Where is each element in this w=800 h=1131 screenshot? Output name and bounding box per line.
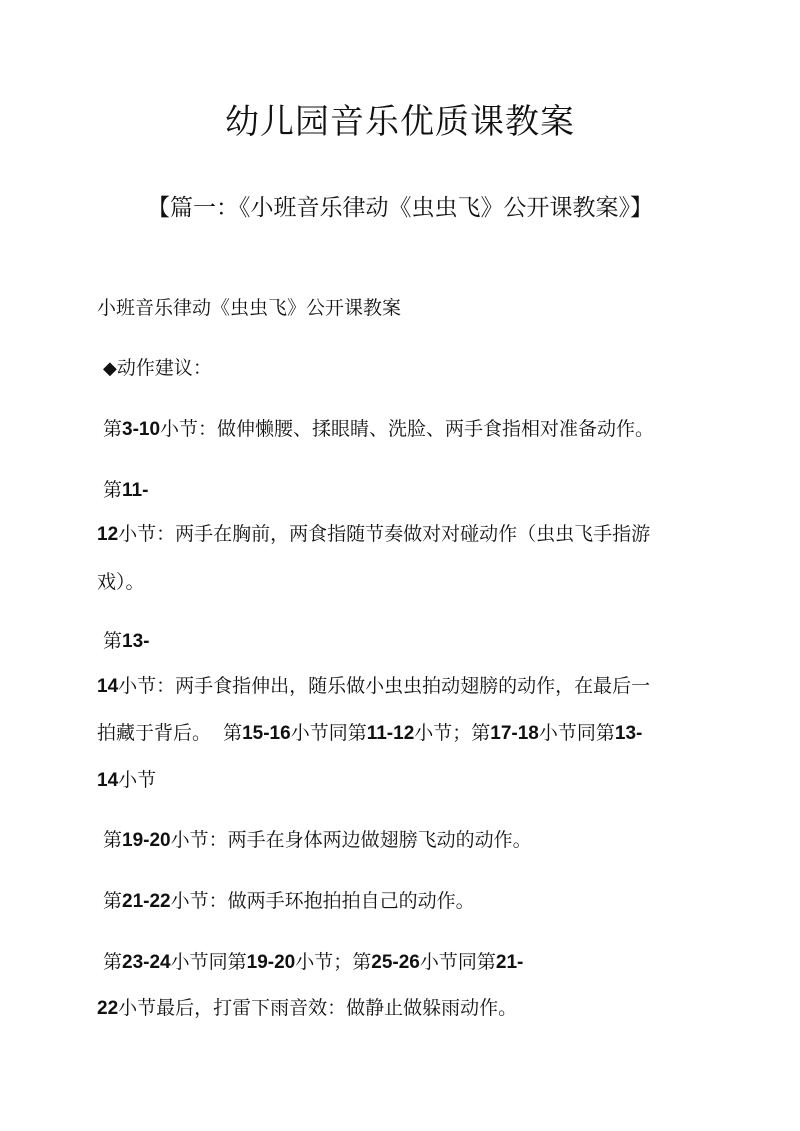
text-span: 第 (103, 829, 123, 851)
text-span: 小节 (118, 769, 157, 791)
bar-number: 11-12 (366, 723, 415, 744)
text-line-2 (103, 474, 723, 507)
text-span: 第 (103, 479, 123, 501)
bar-number: 22 (97, 998, 119, 1019)
text-line-7 (97, 717, 717, 750)
bar-number: 25-26 (371, 952, 420, 973)
text-span: 小节同第 (538, 722, 615, 744)
text-span: 小节：做伸懒腰、揉眼睛、洗脸、两手食指相对准备动作。 (160, 418, 655, 440)
text-span: 小节：做两手环抱拍拍自己的动作。 (170, 890, 475, 912)
text-span: 第 (103, 630, 123, 652)
bar-number: 14 (97, 676, 119, 697)
text-line-10 (103, 885, 723, 918)
text-span: 拍藏于背后。 第 (97, 722, 243, 744)
bar-number: 19-20 (122, 830, 171, 851)
bar-number: 11- (122, 480, 149, 501)
text-span: 小节；第 (414, 722, 491, 744)
bar-number: 14 (97, 770, 119, 791)
text-line-8 (97, 764, 717, 797)
diamond-bullet-icon: ◆ (103, 358, 117, 379)
text-span: 小节：两手在胸前，两食指随节奏做对对碰动作（虫虫飞手指游 (118, 523, 651, 545)
bar-number: 3-10 (122, 419, 161, 440)
text-line-12 (97, 992, 717, 1025)
bar-number: 13- (122, 631, 150, 652)
bar-number: 19-20 (246, 952, 296, 973)
section-label-line (103, 352, 723, 385)
bar-number: 17-18 (490, 723, 539, 744)
text-line-9 (103, 824, 723, 857)
bar-number: 12 (97, 524, 119, 545)
text-line-5 (103, 625, 723, 658)
text-line-3 (97, 518, 717, 551)
text-span: 第 (103, 890, 123, 912)
text-line-11 (103, 946, 723, 979)
bar-number: 13- (614, 723, 643, 744)
text-line-6 (97, 670, 717, 703)
text-span: 小节最后，打雷下雨音效：做静止做躲雨动作。 (118, 997, 518, 1019)
text-span: 小节；第 (295, 951, 372, 973)
document-title: 幼儿园音乐优质课教案 (225, 102, 575, 142)
text-span: 小节同第 (419, 951, 496, 973)
text-line-1 (103, 413, 723, 446)
bar-number: 21-22 (122, 891, 171, 912)
text-line-4: 戏）。 (97, 571, 145, 593)
text-span: 小节同第 (170, 951, 247, 973)
document-subtitle: 【篇一：《小班音乐律动《虫虫飞》公开课教案》】 (147, 195, 653, 221)
bar-number: 15-16 (242, 723, 291, 744)
text-span: 小节：两手食指伸出，随乐做小虫虫拍动翅膀的动作，在最后一 (118, 675, 651, 697)
section-label: 动作建议： (116, 357, 212, 379)
text-span: 小节：两手在身体两边做翅膀飞动的动作。 (170, 829, 532, 851)
bar-number: 21- (495, 952, 524, 973)
text-span: 第 (103, 418, 123, 440)
text-span: 第 (103, 951, 123, 973)
text-span: 小节同第 (290, 722, 367, 744)
lesson-heading: 小班音乐律动《虫虫飞》公开课教案 (97, 297, 402, 319)
bar-number: 23-24 (122, 952, 171, 973)
